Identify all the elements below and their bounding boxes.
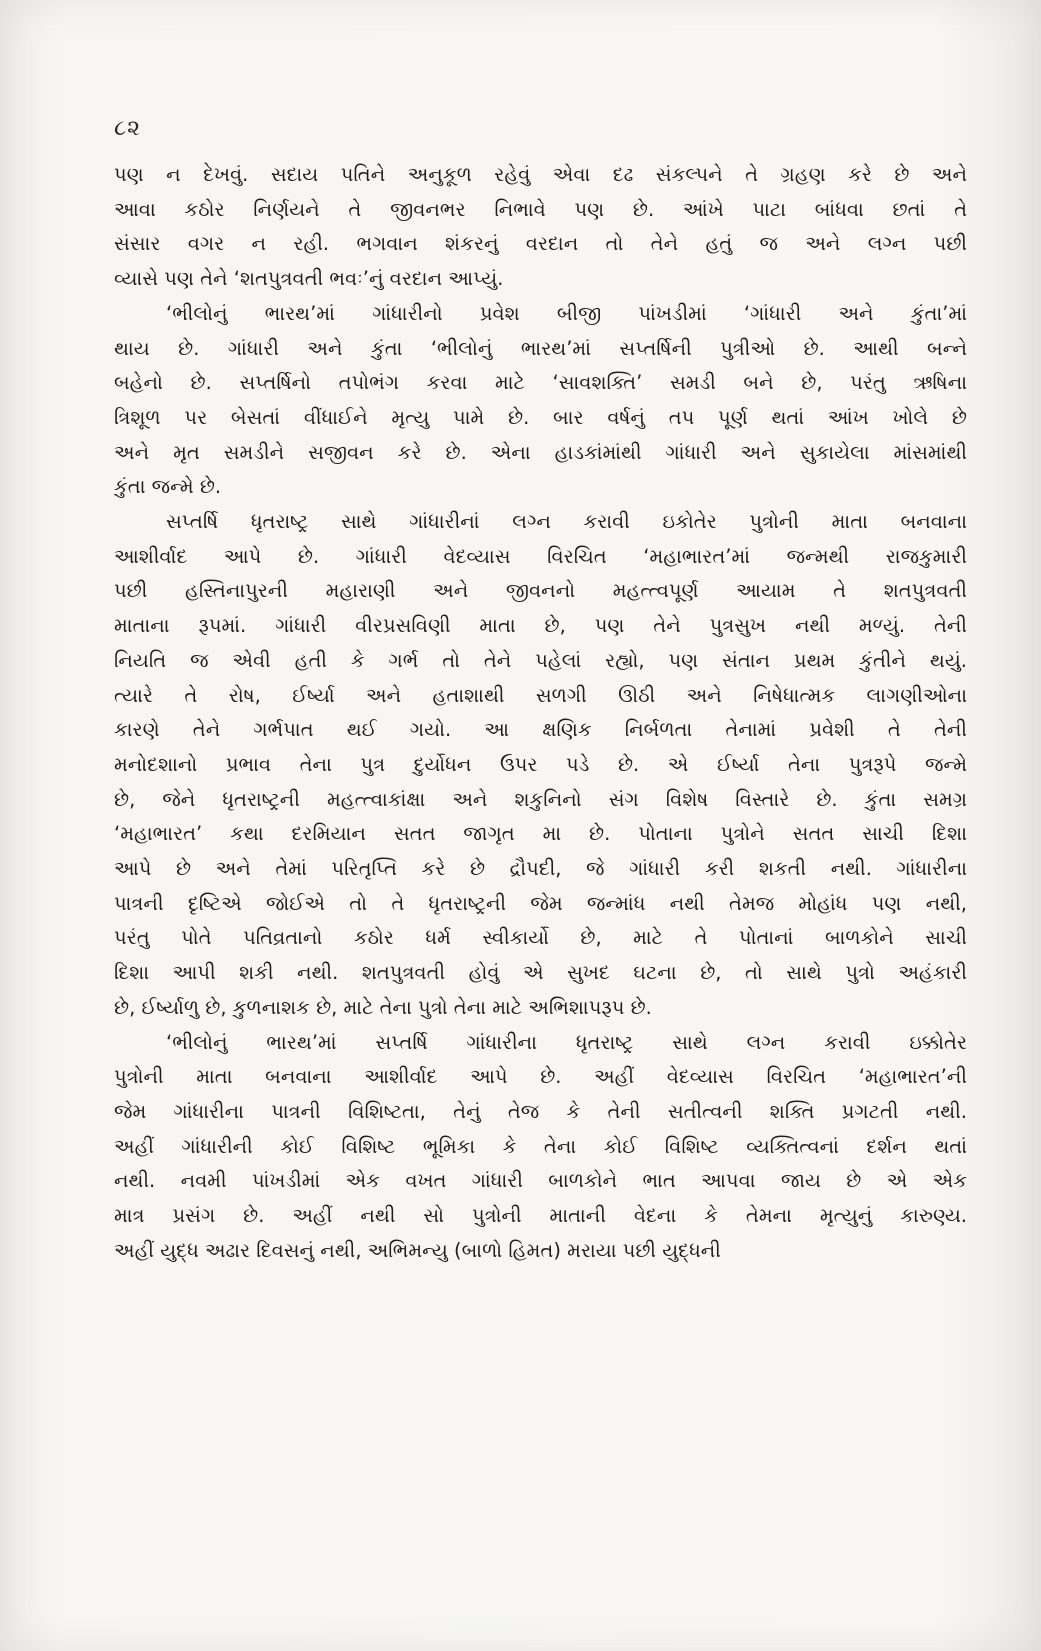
text-line: પછી હસ્તિનાપુરની મહારાણી અને જીવનનો મહત્ત્વપૂર્ણ આયામ તે શતપુત્રવતી xyxy=(114,579,967,603)
text-line: મનોદશાનો પ્રભાવ તેના પુત્ર દુર્યોધન ઉપર પડે છે. એ ઈર્ષ્યા તેના પુત્રરૂપે જન્મે xyxy=(114,752,967,776)
text-line: નિયતિ જ એવી હતી કે ગર્ભ તો તેને પહેલાં રહ્યો, પણ સંતાન પ્રથમ કુંતીને થયું. xyxy=(114,648,967,672)
text-line: કારણે તેને ગર્ભપાત થઈ ગયો. આ ક્ષણિક નિર્બળતા તેનામાં પ્રવેશી તે તેની xyxy=(114,718,967,742)
text-line: પુત્રોની માતા બનવાના આશીર્વાદ આપે છે. અહીં વેદવ્યાસ વિરચિત ‘મહાભારત’ની xyxy=(114,1065,967,1089)
text-line: ‘ભીલોનું ભારથ’માં ગાંધારીનો પ્રવેશ બીજી પાંખડીમાં ‘ગાંધારી અને કુંતા’માં xyxy=(166,301,967,325)
text-line: અહીં ગાંધારીની કોઈ વિશિષ્ટ ભૂમિકા કે તેના કોઈ વિશિષ્ટ વ્યક્તિત્વનાં દર્શન થતાં xyxy=(114,1134,967,1158)
text-line: આવા કઠોર નિર્ણયને તે જીવનભર નિભાવે પણ છે. આંખે પાટા બાંધવા છતાં તે xyxy=(114,197,967,221)
paragraph xyxy=(114,158,967,297)
paragraph xyxy=(114,1026,967,1269)
text-line: થાય છે. ગાંધારી અને કુંતા ‘ભીલોનું ભારથ’માં સપ્તર્ષિની પુત્રીઓ છે. આથી બન્ને xyxy=(114,336,967,360)
text-line: આશીર્વાદ આપે છે. ગાંધારી વેદવ્યાસ વિરચિત ‘મહાભારત’માં જન્મથી રાજકુમારી xyxy=(114,544,967,568)
page-body-text xyxy=(114,158,967,1269)
text-line: માતાના રૂપમાં. ગાંધારી વીરપ્રસવિણી માતા છે, પણ તેને પુત્રસુખ નથી મળ્યું. તેની xyxy=(114,614,967,638)
text-line: છે, જેને ધૃતરાષ્ટ્રની મહત્ત્વાકાંક્ષા અને શકુનિનો સંગ વિશેષ વિસ્તારે છે. કુંતા સમગ્ર xyxy=(114,787,967,811)
text-line: ત્રિશૂળ પર બેસતાં વીંધાઈને મૃત્યુ પામે છે. બાર વર્ષનું તપ પૂર્ણ થતાં આંખ ખોલે છે xyxy=(114,405,967,429)
page-number: ૮૨ xyxy=(114,116,142,141)
text-line: આપે છે અને તેમાં પરિતૃપ્તિ કરે છે દ્રૌપદી, જે ગાંધારી કરી શકતી નથી. ગાંધારીના xyxy=(114,857,967,881)
text-line: સપ્તર્ષિ ધૃતરાષ્ટ્ર સાથે ગાંધારીનાં લગ્ન કરાવી ઇકોતેર પુત્રોની માતા બનવાના xyxy=(166,510,967,534)
text-line: પાત્રની દૃષ્ટિએ જોઈએ તો તે ધૃતરાષ્ટ્રની જેમ જન્માંધ નથી તેમજ મોહાંધ પણ નથી, xyxy=(114,891,967,915)
text-line: બહેનો છે. સપ્તર્ષિનો તપોભંગ કરવા માટે ‘સાવશક્તિ’ સમડી બને છે, પરંતુ ઋષિના xyxy=(114,371,967,395)
paragraph xyxy=(114,297,967,505)
text-line: અહીં યુદ્ધ અઢાર દિવસનું નથી, અભિમન્યુ (બાળો હિમત) મરાયા પછી યુદ્ધની xyxy=(114,1238,721,1262)
text-line: પરંતુ પોતે પતિવ્રતાનો કઠોર ધર્મ સ્વીકાર્યો છે, માટે તે પોતાનાં બાળકોને સાચી xyxy=(114,926,967,950)
text-line: ત્યારે તે રોષ, ઈર્ષ્યા અને હતાશાથી સળગી ઊઠી અને નિષેધાત્મક લાગણીઓના xyxy=(114,683,967,707)
text-line: પણ ન દેખવું. સદાય પતિને અનુકૂળ રહેવું એવા દઢ સંકલ્પને તે ગ્રહણ કરે છે અને xyxy=(114,163,967,186)
text-line: ‘ભીલોનું ભારથ’માં સપ્તર્ષિ ગાંધારીના ધૃતરાષ્ટ્ર સાથે લગ્ન કરાવી ઇક્કોતેર xyxy=(166,1030,967,1054)
text-line: માત્ર પ્રસંગ છે. અહીં નથી સો પુત્રોની માતાની વેદના કે તેમના મૃત્યુનું કારુણ્ય. xyxy=(114,1204,967,1228)
text-line: જેમ ગાંધારીના પાત્રની વિશિષ્ટતા, તેનું તેજ કે તેની સતીત્વની શક્તિ પ્રગટતી નથી. xyxy=(114,1099,967,1123)
text-line: છે, ઈર્ષ્યાળુ છે, કુળનાશક છે, માટે તેના પુત્રો તેના માટે અભિશાપરૂપ છે. xyxy=(114,995,652,1019)
text-line: કુંતા જન્મે છે. xyxy=(114,475,222,499)
text-line: નથી. નવમી પાંખડીમાં એક વખત ગાંધારી બાળકોને ભાત આપવા જાય છે એ એક xyxy=(114,1169,967,1193)
text-line: ‘મહાભારત’ કથા દરમિયાન સતત જાગૃત મા છે. પોતાના પુત્રોને સતત સાચી દિશા xyxy=(114,822,967,846)
text-line: દિશા આપી શકી નથી. શતપુત્રવતી હોવું એ સુખદ ઘટના છે, તો સાથે પુત્રો અહંકારી xyxy=(114,961,967,985)
text-line: વ્યાસે પણ તેને ‘શતપુત્રવતી ભવઃ’નું વરદાન આપ્યું. xyxy=(114,267,504,291)
paragraph xyxy=(114,505,967,1026)
text-line: સંસાર વગર ન રહી. ભગવાન શંકરનું વરદાન તો તેને હતું જ અને લગ્ન પછી xyxy=(114,232,967,256)
text-line: અને મૃત સમડીને સજીવન કરે છે. એના હાડકાંમાંથી ગાંધારી અને સુકાયેલા માંસમાંથી xyxy=(114,440,967,464)
